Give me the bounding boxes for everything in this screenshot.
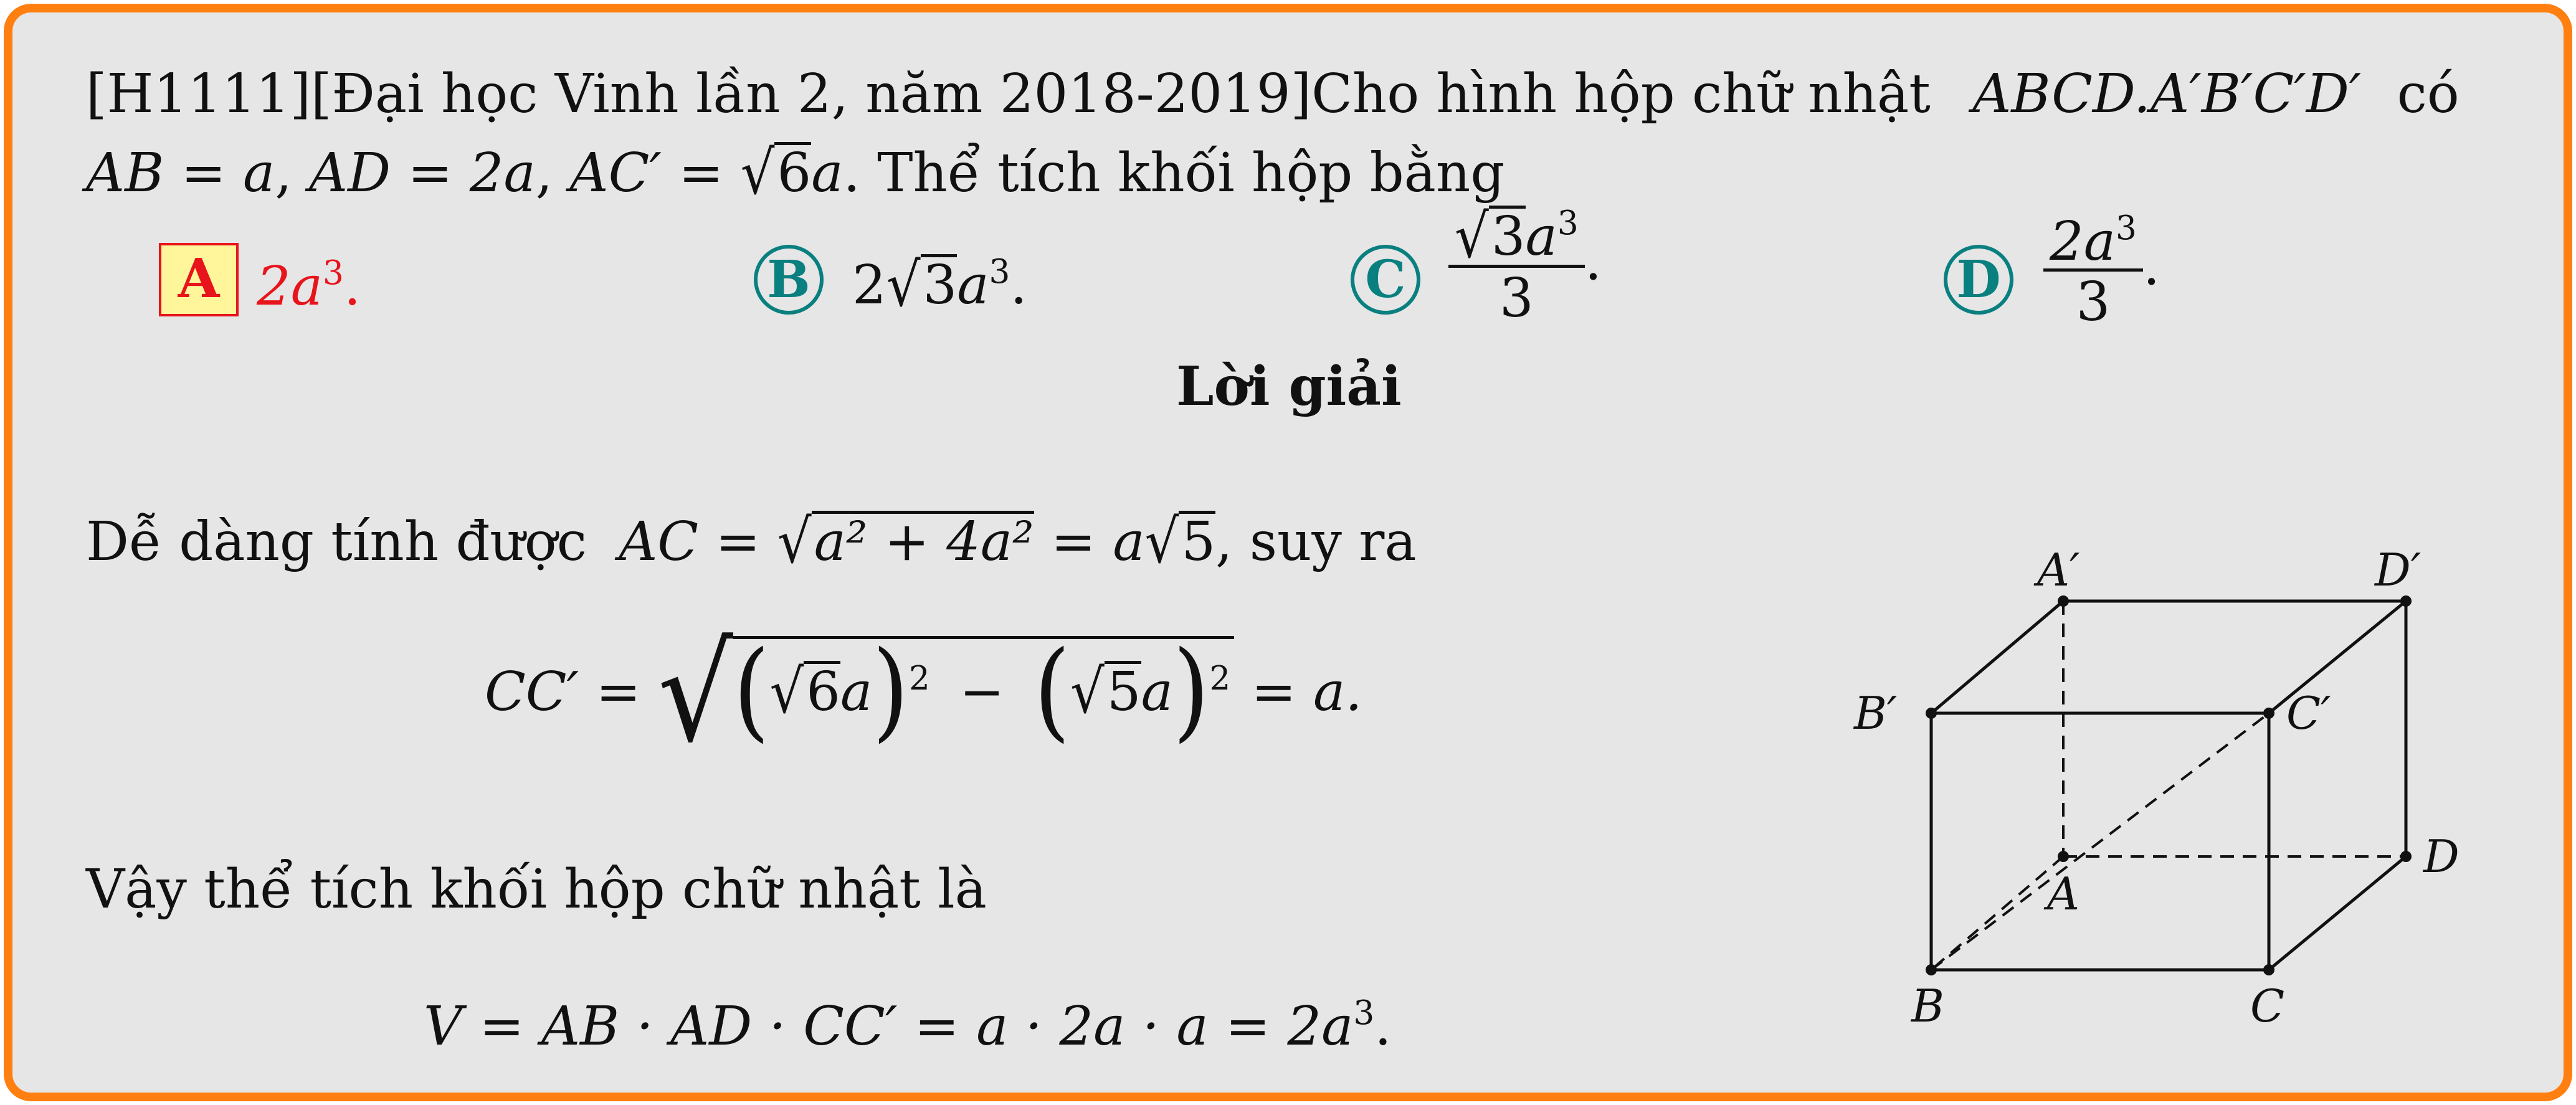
point-a [2058, 851, 2069, 862]
equation-volume: V = AB · AD · $CC' = a \cdot 2a \cdot a = 2a^3$. [424, 994, 1392, 1058]
point-c [2263, 964, 2274, 975]
option-d-label[interactable]: D [1944, 245, 2013, 315]
solution-line-1: Dễ dàng tính được AC = √a² + 4a² = a√5, suy ra [86, 507, 1417, 577]
option-b-label[interactable]: B [754, 245, 824, 315]
question-line-2-suffix: . Thể tích khối hộp bằng [843, 142, 1505, 204]
edge-c-d [2269, 856, 2406, 970]
solution-heading: Lời giải [1176, 355, 1402, 418]
point-b [1926, 964, 1937, 975]
label-a1: A′ [2037, 544, 2080, 596]
option-d-text: $\frac{2a^3}{3}$ . [2043, 212, 2160, 329]
condition-ad: AD = 2a [309, 142, 536, 204]
point-a1 [2058, 595, 2069, 607]
point-d1 [2400, 595, 2412, 607]
question-solid-name: ABCD.A′B′C′D′ [1972, 63, 2362, 125]
condition-acp: AC′ = [569, 142, 724, 204]
option-c-text: $\frac{√3a^3}{3}$ . [1448, 206, 1602, 325]
diagonal-b-c1 [1931, 713, 2269, 970]
label-b1: B′ [1854, 687, 1898, 739]
label-d: D [2423, 830, 2460, 883]
edge-a-b [1931, 856, 2063, 970]
question-line-1 [86, 63, 2460, 125]
label-d1: D′ [2375, 544, 2422, 596]
option-a-text: $2a^3$. [257, 254, 361, 318]
solution-line-2: Vậy thể tích khối hộp chữ nhật là [86, 858, 987, 921]
condition-a: a [811, 142, 844, 204]
question-line-2: AB = a, AD = 2a, AC′ = √6a. Thể tích khối hộp bằng [86, 138, 1505, 208]
question-prefix: [H1111][Đại học Vinh lần 2, năm 2018-2019]Cho hình hộp chữ nhật [86, 63, 1931, 125]
question-suffix: có [2397, 63, 2460, 125]
label-c: C [2250, 980, 2285, 1032]
label-c1: C′ [2286, 687, 2331, 739]
point-d [2400, 851, 2412, 862]
condition-ab: AB = a [86, 142, 275, 204]
option-c-label[interactable]: C [1351, 245, 1420, 315]
equation-cc-prime: $CC' = √(√6a)^2 - (√5a)^2 = a$. [485, 617, 1362, 772]
option-b-text: $2√3a^3$. [852, 250, 1027, 320]
label-a: A [2047, 868, 2079, 920]
box-figure [1807, 536, 2492, 1046]
edge-a1-b1 [1931, 601, 2063, 713]
point-b1 [1926, 708, 1937, 719]
label-b: B [1911, 980, 1944, 1032]
condition-sqrt-6: 6 [774, 142, 811, 201]
point-c1 [2263, 708, 2274, 719]
option-a-label[interactable]: A [159, 243, 239, 316]
